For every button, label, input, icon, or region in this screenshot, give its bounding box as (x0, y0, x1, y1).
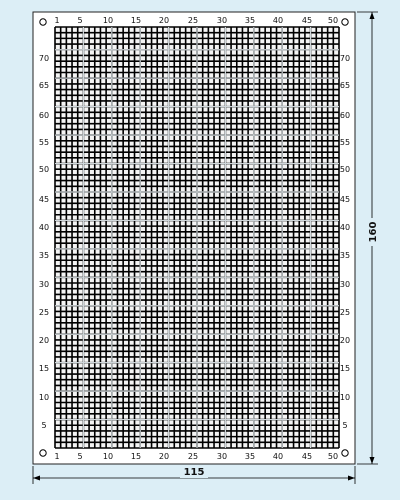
row-label: 45 (38, 195, 50, 204)
row-label: 50 (339, 165, 351, 174)
col-label: 50 (327, 16, 339, 25)
col-label: 15 (130, 16, 142, 25)
row-label: 30 (38, 280, 50, 289)
row-label: 35 (339, 251, 351, 260)
row-label: 65 (339, 81, 351, 90)
col-label: 20 (158, 16, 170, 25)
arrow-right-icon (348, 476, 355, 481)
row-label: 15 (38, 364, 50, 373)
row-label: 55 (38, 138, 50, 147)
row-label: 25 (38, 308, 50, 317)
row-label: 70 (38, 54, 50, 63)
mounting-hole-icon (342, 450, 348, 456)
mounting-hole-icon (40, 450, 46, 456)
row-label: 45 (339, 195, 351, 204)
row-label: 15 (339, 364, 351, 373)
col-label: 30 (216, 452, 228, 461)
col-label: 45 (301, 452, 313, 461)
col-label: 20 (158, 452, 170, 461)
row-label: 25 (339, 308, 351, 317)
row-label: 40 (339, 223, 351, 232)
row-label: 10 (339, 393, 351, 402)
arrow-down-icon (370, 457, 375, 464)
col-label: 15 (130, 452, 142, 461)
col-label: 25 (187, 452, 199, 461)
pad-grid (55, 27, 339, 448)
col-label: 5 (77, 16, 83, 25)
col-label: 30 (216, 16, 228, 25)
col-label: 45 (301, 16, 313, 25)
width-label: 115 (183, 467, 205, 478)
row-label: 10 (38, 393, 50, 402)
row-label: 65 (38, 81, 50, 90)
row-label: 20 (38, 336, 50, 345)
col-label: 25 (187, 16, 199, 25)
arrow-left-icon (33, 476, 40, 481)
height-label: 160 (368, 221, 379, 243)
row-label: 60 (339, 111, 351, 120)
col-label: 50 (327, 452, 339, 461)
mounting-hole-icon (342, 19, 348, 25)
col-label: 1 (54, 452, 60, 461)
row-label: 5 (342, 421, 348, 430)
arrow-up-icon (370, 12, 375, 19)
col-label: 5 (77, 452, 83, 461)
row-label: 50 (38, 165, 50, 174)
height-dimension (357, 12, 382, 464)
mounting-hole-icon (40, 19, 46, 25)
row-label: 35 (38, 251, 50, 260)
col-label: 35 (244, 16, 256, 25)
row-label: 55 (339, 138, 351, 147)
row-label: 20 (339, 336, 351, 345)
width-dimension (33, 466, 355, 484)
col-label: 10 (102, 452, 114, 461)
col-label: 40 (272, 16, 284, 25)
row-label: 5 (41, 421, 47, 430)
col-label: 10 (102, 16, 114, 25)
col-label: 40 (272, 452, 284, 461)
row-label: 30 (339, 280, 351, 289)
row-label: 60 (38, 111, 50, 120)
row-label: 40 (38, 223, 50, 232)
row-label: 70 (339, 54, 351, 63)
col-label: 35 (244, 452, 256, 461)
col-label: 1 (54, 16, 60, 25)
